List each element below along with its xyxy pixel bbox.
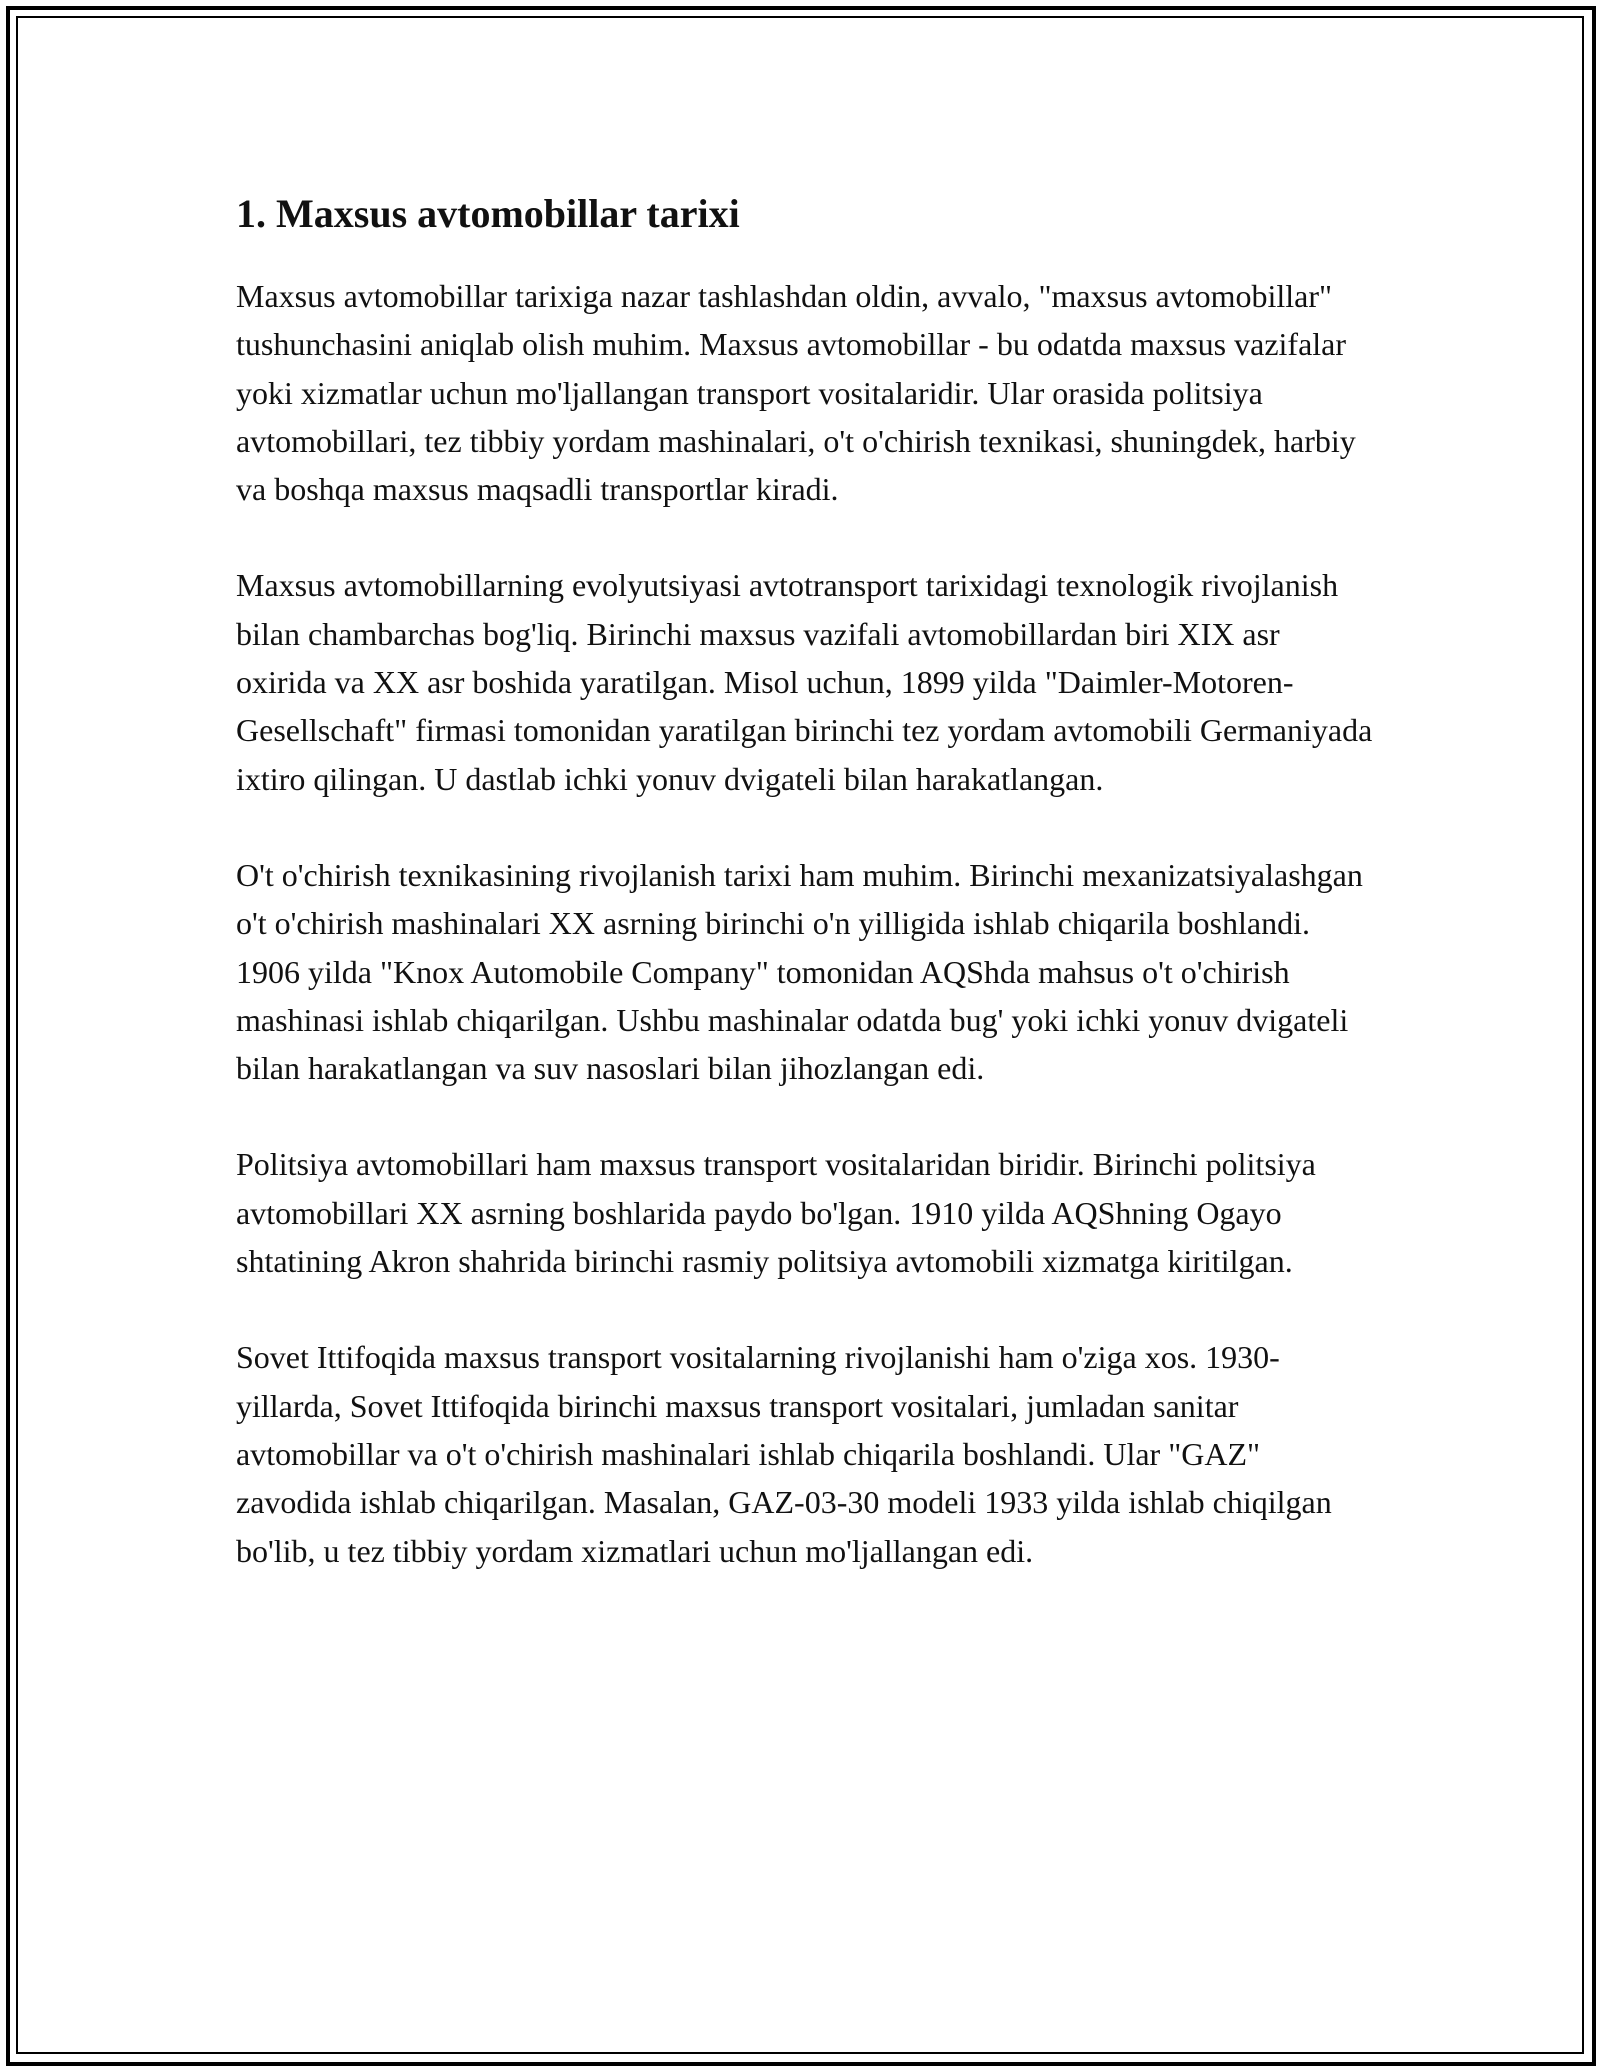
paragraph-soviet-union: Sovet Ittifoqida maxsus transport vositalarning rivojlanishi ham o'ziga xos. 1930-yillarda, Sovet Ittifoqida birinchi maxsus transport vositalari, jumladan sanitar avtomobillar va o't o'chirish mashinalari ishlab chiqarila boshlandi. Ular "GAZ" zavodida ishlab chiqarilgan. Masalan, GAZ-03-30 modeli 1933 yilda ishlab chiqilgan bo'lib, u tez tibbiy yordam xizmatlari uchun mo'ljallangan edi. [236, 1339, 1332, 1569]
section-title: 1. Maxsus avtomobillar tarixi [236, 191, 740, 236]
paragraph-police-cars: Politsiya avtomobillari ham maxsus transport vositalaridan biridir. Birinchi politsiya avtomobillari XX asrning boshlarida paydo bo'lgan. 1910 yilda AQShning Ogayo shtatining Akron shahrida birinchi rasmiy politsiya avtomobili xizmatga kiritilgan. [236, 1146, 1316, 1280]
paragraph-fire-trucks: O't o'chirish texnikasining rivojlanish tarixi ham muhim. Birinchi mexanizatsiyalashgan o't o'chirish mashinalari XX asrning birinchi o'n yilligida ishlab chiqarila boshlandi. 1906 yilda "Knox Automobile Company" tomonidan AQShda mahsus o't o'chirish mashinasi ishlab chiqarilgan. Ushbu mashinalar odatda bug' yoki ichki yonuv dvigateli bilan harakatlangan va suv nasoslari bilan jihozlangan edi. [236, 856, 1363, 1087]
paragraph-definition: Maxsus avtomobillar tarixiga nazar tashlashdan oldin, avvalo, "maxsus avtomobillar" tushunchasini aniqlab olish muhim. Maxsus avtomobillar - bu odatda maxsus vazifalar yoki xizmatlar uchun mo'ljallangan transport vositalaridir. Ular orasida politsiya avtomobillari, tez tibbiy yordam mashinalari, o't o'chirish texnikasi, shuningdek, harbiy va boshqa maxsus maqsadli transportlar kiradi. [236, 278, 1356, 508]
paragraph-evolution: Maxsus avtomobillarning evolyutsiyasi avtotransport tarixidagi texnologik rivojlanish bilan chambarchas bog'liq. Birinchi maxsus vazifali avtomobillardan biri XIX asr oxirida va XX asr boshida yaratilgan. Misol uchun, 1899 yilda "Daimler-Motoren-Gesellschaft" firmasi tomonidan yaratilgan birinchi tez yordam avtomobili Germaniyada ixtiro qilingan. U dastlab ichki yonuv dvigateli bilan harakatlangan. [236, 567, 1373, 797]
document-body [236, 186, 1376, 1623]
